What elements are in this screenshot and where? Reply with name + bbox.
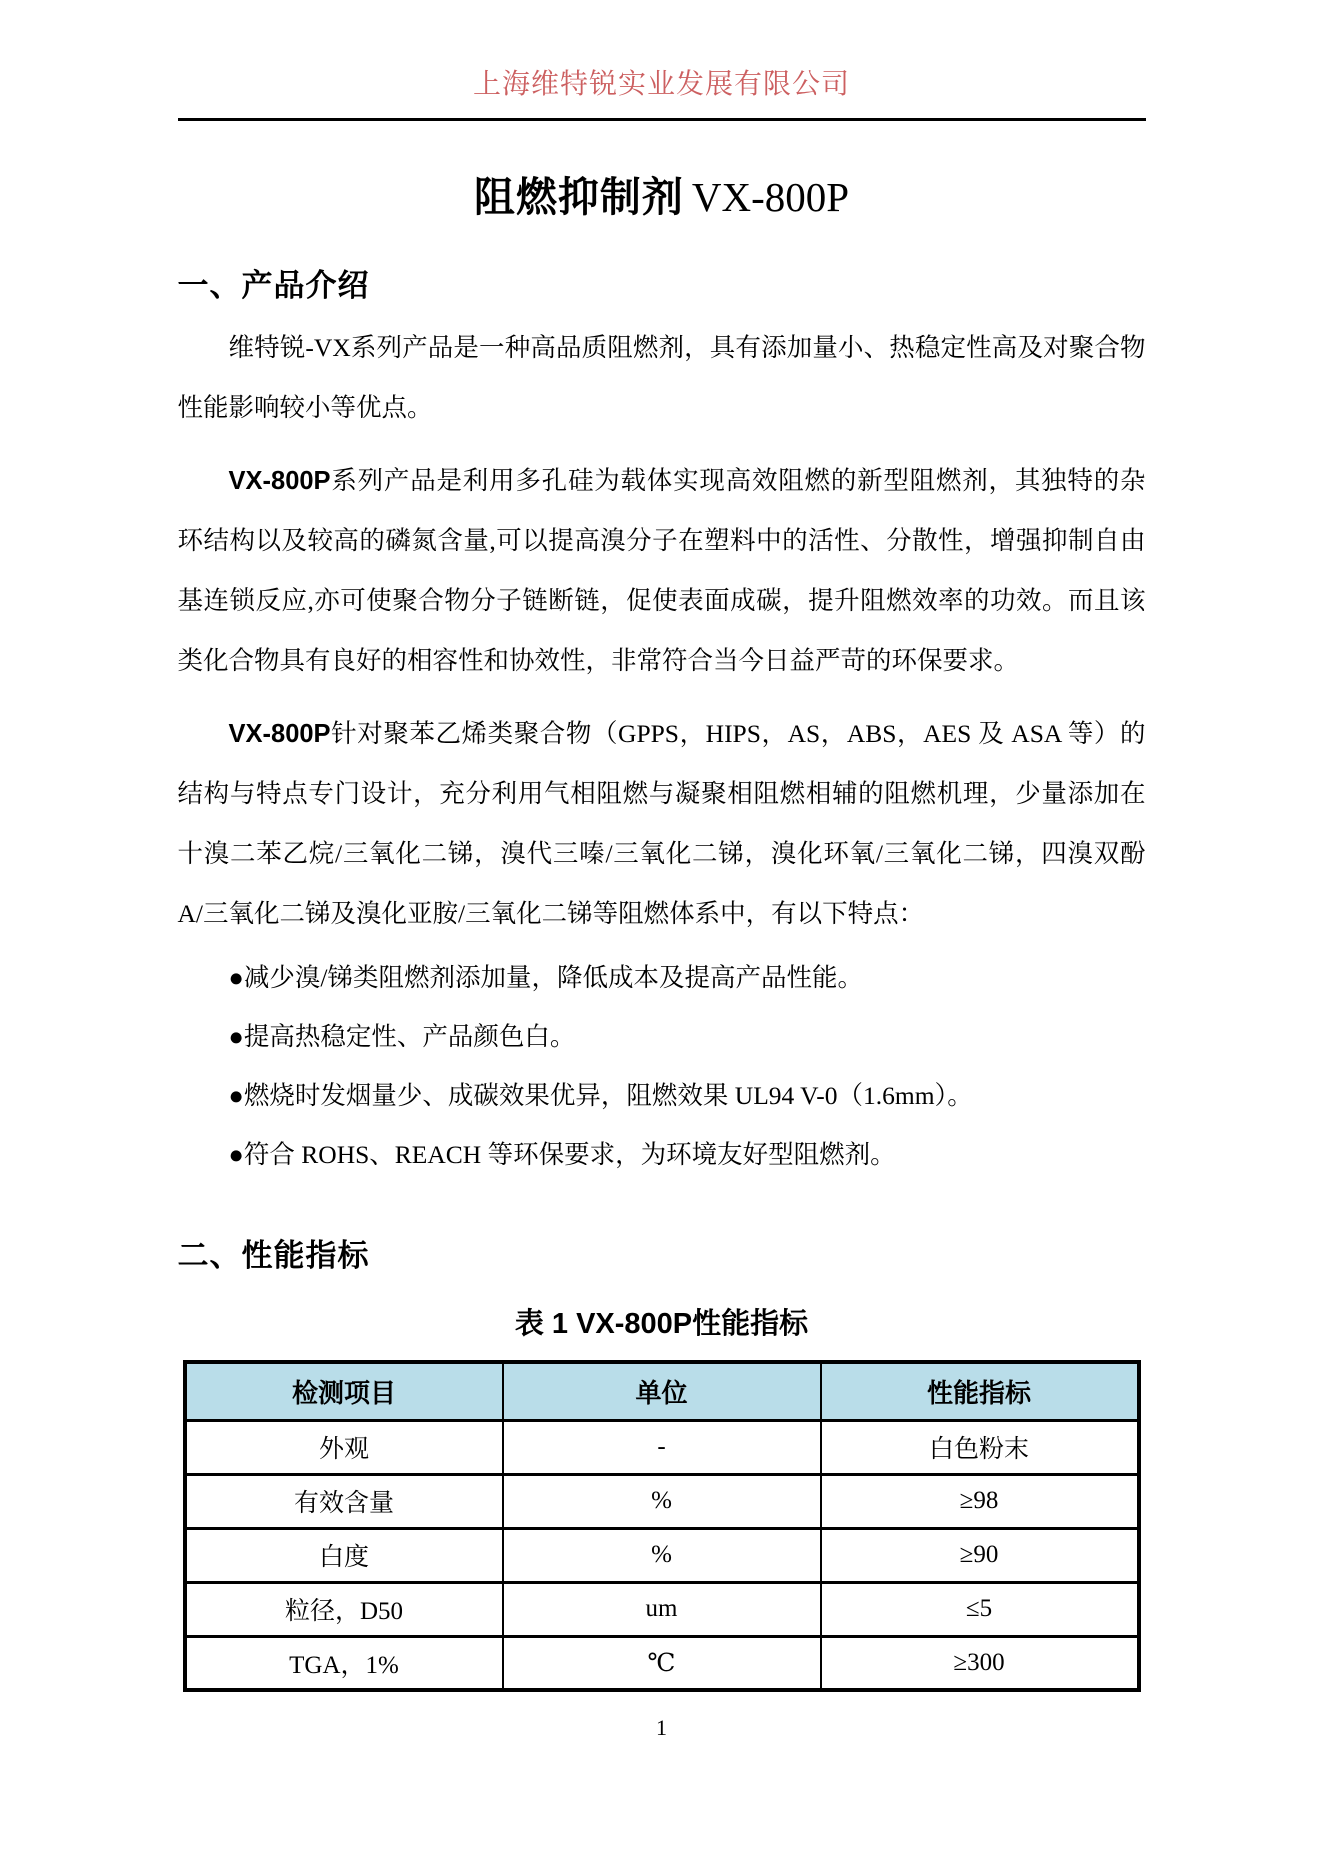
cell-unit: um bbox=[503, 1582, 821, 1636]
table-row bbox=[185, 1528, 1139, 1582]
table-row bbox=[185, 1420, 1139, 1474]
spec-table-header bbox=[185, 1362, 1139, 1420]
column-header-test-item: 检测项目 bbox=[185, 1362, 503, 1420]
paragraph-product-overview: 维特锐-VX系列产品是一种高品质阻燃剂，具有添加量小、热稳定性高及对聚合物性能影响较小等优点。 bbox=[177, 333, 1146, 423]
paragraph-mechanism-lead: VX-800P bbox=[228, 467, 331, 496]
paragraph-application bbox=[178, 704, 1146, 944]
cell-unit: ℃ bbox=[503, 1636, 821, 1690]
document-title bbox=[178, 173, 1146, 222]
section-2-heading: 二、性能指标 bbox=[177, 1238, 370, 1274]
bullet-item: ●符合 ROHS、REACH 等环保要求，为环境友好型阻燃剂。 bbox=[228, 1140, 896, 1170]
feature-bullet-list bbox=[178, 948, 1146, 1184]
column-header-unit: 单位 bbox=[503, 1362, 821, 1420]
table-row bbox=[185, 1636, 1139, 1690]
table-header-row bbox=[185, 1362, 1139, 1420]
cell-test-item: TGA，1% bbox=[185, 1636, 503, 1690]
title-product-name: 阻燃抑制剂 bbox=[473, 174, 684, 220]
cell-unit: % bbox=[503, 1528, 821, 1582]
column-header-spec: 性能指标 bbox=[821, 1362, 1139, 1420]
page-number: 1 bbox=[656, 1715, 667, 1740]
table-row bbox=[185, 1582, 1139, 1636]
paragraph-application-lead: VX-800P bbox=[228, 720, 331, 749]
document-content bbox=[178, 173, 1146, 1692]
cell-spec: ≥98 bbox=[821, 1474, 1139, 1528]
company-name: 上海维特锐实业发展有限公司 bbox=[472, 69, 850, 100]
spec-table bbox=[183, 1360, 1141, 1692]
cell-spec: ≥300 bbox=[821, 1636, 1139, 1690]
cell-test-item: 外观 bbox=[185, 1420, 503, 1474]
cell-spec: ≤5 bbox=[821, 1582, 1139, 1636]
bullet-item: ●减少溴/锑类阻燃剂添加量，降低成本及提高产品性能。 bbox=[228, 963, 863, 993]
bullet-item: ●燃烧时发烟量少、成碳效果优异，阻燃效果 UL94 V-0（1.6mm）。 bbox=[228, 1081, 973, 1111]
paragraph-application-text: 针对聚苯乙烯类聚合物（GPPS，HIPS，AS，ABS，AES 及 ASA 等）的结构与特点专门设计，充分利用气相阻燃与凝聚相阻燃相辅的阻燃机理，少量添加在十溴二苯乙烷/三氧化二锑，溴代三嗪/三氧化二锑，溴化环氧/三氧化二锑，四溴双酚 A/三氧化二锑及溴化亚胺/三氧化二锑等阻燃体系中，有以下特点： bbox=[177, 719, 1146, 929]
cell-spec: 白色粉末 bbox=[821, 1420, 1139, 1474]
cell-spec: ≥90 bbox=[821, 1528, 1139, 1582]
title-model-code: VX-800P bbox=[691, 174, 850, 220]
paragraph-mechanism-text: 系列产品是利用多孔硅为载体实现高效阻燃的新型阻燃剂，其独特的杂环结构以及较高的磷氮含量,可以提高溴分子在塑料中的活性、分散性，增强抑制自由基连锁反应,亦可使聚合物分子链断链，促使表面成碳，提升阻燃效率的功效。而且该类化合物具有良好的相容性和协效性，非常符合当今日益严苛的环保要求。 bbox=[177, 466, 1146, 676]
cell-unit: - bbox=[503, 1420, 821, 1474]
cell-test-item: 粒径，D50 bbox=[185, 1582, 503, 1636]
section-1-heading: 一、产品介绍 bbox=[177, 268, 370, 304]
spec-table-body bbox=[185, 1420, 1139, 1690]
cell-unit: % bbox=[503, 1474, 821, 1528]
paragraph-mechanism bbox=[178, 451, 1146, 691]
document-header bbox=[0, 0, 1323, 121]
bullet-item: ●提高热稳定性、产品颜色白。 bbox=[228, 1022, 576, 1052]
header-divider bbox=[178, 118, 1146, 121]
table-row bbox=[185, 1474, 1139, 1528]
cell-test-item: 白度 bbox=[185, 1528, 503, 1582]
spec-table-title: 表 1 VX-800P性能指标 bbox=[514, 1308, 809, 1341]
cell-test-item: 有效含量 bbox=[185, 1474, 503, 1528]
